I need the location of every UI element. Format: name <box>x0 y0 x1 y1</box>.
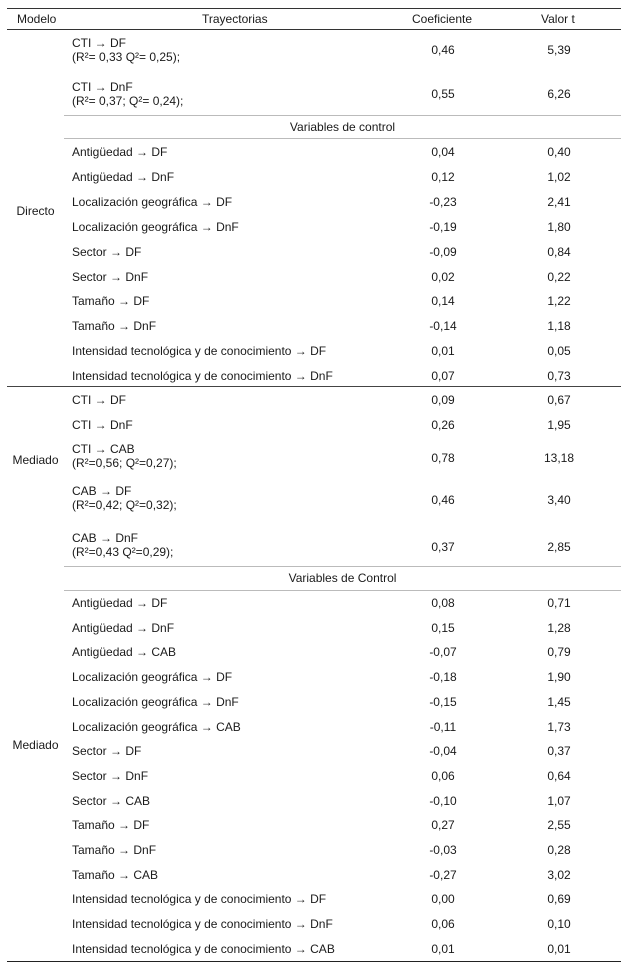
tvalue-cell: 1,18 <box>547 319 571 334</box>
header-valor-t: Valor t <box>541 12 575 26</box>
path-cell: CTI → DF (R²= 0,33 Q²= 0,25); <box>72 36 181 64</box>
path-cell: Localización geográfica → DnF <box>72 694 239 709</box>
path-cell: Antigüedad → CAB <box>72 645 177 660</box>
coef-cell: -0,15 <box>429 694 457 709</box>
coef-cell: -0,07 <box>429 645 457 660</box>
coef-cell: 0,06 <box>431 917 455 932</box>
coef-cell: 0,15 <box>431 620 455 635</box>
path-cell: Antigüedad → DF <box>72 596 168 610</box>
path-cell: Intensidad tecnológica y de conocimiento → DF <box>72 344 327 359</box>
tvalue-cell: 0,37 <box>547 744 571 759</box>
path-cell: Antigüedad → DnF <box>72 620 175 635</box>
control-heading: Variables de Control <box>288 571 397 585</box>
coef-cell: 0,27 <box>431 818 455 833</box>
coef-cell: 0,26 <box>431 418 455 432</box>
path-cell: CTI → DnF (R²= 0,37; Q²= 0,24); <box>72 80 184 108</box>
header-coeficiente: Coeficiente <box>412 12 473 26</box>
tvalue-cell: 1,73 <box>547 719 571 734</box>
coef-cell: 0,01 <box>431 344 455 359</box>
tvalue-cell: 13,18 <box>543 451 575 465</box>
coef-cell: -0,04 <box>429 744 457 759</box>
coef-cell: 0,09 <box>431 393 455 407</box>
control-heading: Variables de control <box>289 120 396 134</box>
divider <box>64 138 621 139</box>
coef-cell: 0,37 <box>431 540 455 554</box>
coef-cell: 0,14 <box>431 294 455 309</box>
path-cell: CTI → DF <box>72 393 126 407</box>
coef-cell: -0,18 <box>429 670 457 685</box>
path-cell: CAB → DnF (R²=0,43 Q²=0,29); <box>72 531 174 559</box>
tvalue-cell: 0,40 <box>547 145 571 159</box>
coef-cell: 0,78 <box>431 451 455 465</box>
path-cell: Sector → DnF <box>72 269 149 284</box>
table-header <box>7 8 621 30</box>
coef-cell: 0,08 <box>431 596 455 610</box>
path-cell: Sector → DF <box>72 744 142 759</box>
tvalue-cell: 2,55 <box>547 818 571 833</box>
coef-cell: -0,23 <box>429 194 457 209</box>
tvalue-cell: 1,80 <box>547 219 571 234</box>
tvalue-cell: 0,22 <box>547 269 571 284</box>
tvalue-cell: 0,71 <box>547 596 571 610</box>
tvalue-cell: 0,01 <box>547 941 571 956</box>
coef-cell: 0,06 <box>431 768 455 783</box>
coef-cell: 0,02 <box>431 269 455 284</box>
tvalue-cell: 0,79 <box>547 645 571 660</box>
path-cell: Tamaño → DnF <box>72 319 157 334</box>
header-modelo: Modelo <box>17 12 57 26</box>
tvalue-cell: 0,67 <box>547 393 571 407</box>
coef-cell: 0,00 <box>431 892 455 907</box>
tvalue-cell: 2,85 <box>547 540 571 554</box>
path-cell: Sector → DnF <box>72 768 149 783</box>
coef-cell: -0,27 <box>429 867 457 882</box>
table-bottom-rule <box>7 961 621 962</box>
coef-cell: -0,19 <box>429 219 457 234</box>
tvalue-cell: 1,95 <box>547 418 571 432</box>
coef-cell: -0,10 <box>429 793 457 808</box>
path-cell: Tamaño → DnF <box>72 843 157 857</box>
path-cell: Antigüedad → DnF <box>72 169 175 184</box>
coef-cell: -0,03 <box>429 843 457 857</box>
tvalue-cell: 1,28 <box>547 620 571 635</box>
coef-cell: 0,12 <box>431 169 455 184</box>
path-cell: Tamaño → DF <box>72 818 150 833</box>
header-trayectorias: Trayectorias <box>202 12 268 26</box>
tvalue-cell: 0,05 <box>547 344 571 359</box>
path-cell: Intensidad tecnológica y de conocimiento → DnF <box>72 369 333 384</box>
tvalue-cell: 5,39 <box>547 43 571 57</box>
path-cell: CTI → CAB (R²=0,56; Q²=0,27); <box>72 442 177 470</box>
tvalue-cell: 0,10 <box>547 917 571 932</box>
path-cell: CTI → DnF <box>72 418 133 432</box>
coef-cell: 0,04 <box>431 145 455 159</box>
coef-cell: 0,01 <box>431 941 455 956</box>
coef-cell: 0,46 <box>431 43 455 57</box>
tvalue-cell: 3,40 <box>547 493 571 507</box>
model-label-mediado: Mediado <box>12 453 59 467</box>
tvalue-cell: 1,02 <box>547 169 571 184</box>
section-divider <box>7 386 621 387</box>
divider <box>64 566 621 567</box>
path-cell: CAB → DF (R²=0,42; Q²=0,32); <box>72 484 177 512</box>
path-cell: Localización geográfica → DF <box>72 670 233 685</box>
tvalue-cell: 0,64 <box>547 768 571 783</box>
model-label-mediado-2: Mediado <box>12 738 59 752</box>
tvalue-cell: 3,02 <box>547 867 571 882</box>
tvalue-cell: 0,73 <box>547 369 571 384</box>
results-table <box>7 8 621 962</box>
coef-cell: 0,46 <box>431 493 455 507</box>
tvalue-cell: 1,22 <box>547 294 571 309</box>
coef-cell: 0,07 <box>431 369 455 384</box>
tvalue-cell: 6,26 <box>547 87 571 101</box>
path-cell: Antigüedad → DF <box>72 145 168 159</box>
path-cell: Localización geográfica → DnF <box>72 219 239 234</box>
tvalue-cell: 0,69 <box>547 892 571 907</box>
tvalue-cell: 1,07 <box>547 793 571 808</box>
path-cell: Sector → CAB <box>72 793 151 808</box>
divider <box>64 590 621 591</box>
path-cell: Localización geográfica → DF <box>72 194 233 209</box>
divider <box>64 115 621 116</box>
tvalue-cell: 2,41 <box>547 194 571 209</box>
path-cell: Tamaño → CAB <box>72 867 159 882</box>
coef-cell: -0,11 <box>429 719 457 734</box>
tvalue-cell: 0,28 <box>547 843 571 857</box>
coef-cell: -0,09 <box>429 244 457 259</box>
path-cell: Localización geográfica → CAB <box>72 719 241 734</box>
coef-cell: 0,55 <box>431 87 455 101</box>
path-cell: Intensidad tecnológica y de conocimiento → DF <box>72 892 327 907</box>
path-cell: Intensidad tecnológica y de conocimiento → DnF <box>72 917 333 932</box>
tvalue-cell: 1,45 <box>547 694 571 709</box>
coef-cell: -0,14 <box>429 319 457 334</box>
tvalue-cell: 1,90 <box>547 670 571 685</box>
model-label-directo: Directo <box>16 204 55 218</box>
path-cell: Intensidad tecnológica y de conocimiento → CAB <box>72 941 335 956</box>
path-cell: Sector → DF <box>72 244 142 259</box>
tvalue-cell: 0,84 <box>547 244 571 259</box>
path-cell: Tamaño → DF <box>72 294 150 309</box>
